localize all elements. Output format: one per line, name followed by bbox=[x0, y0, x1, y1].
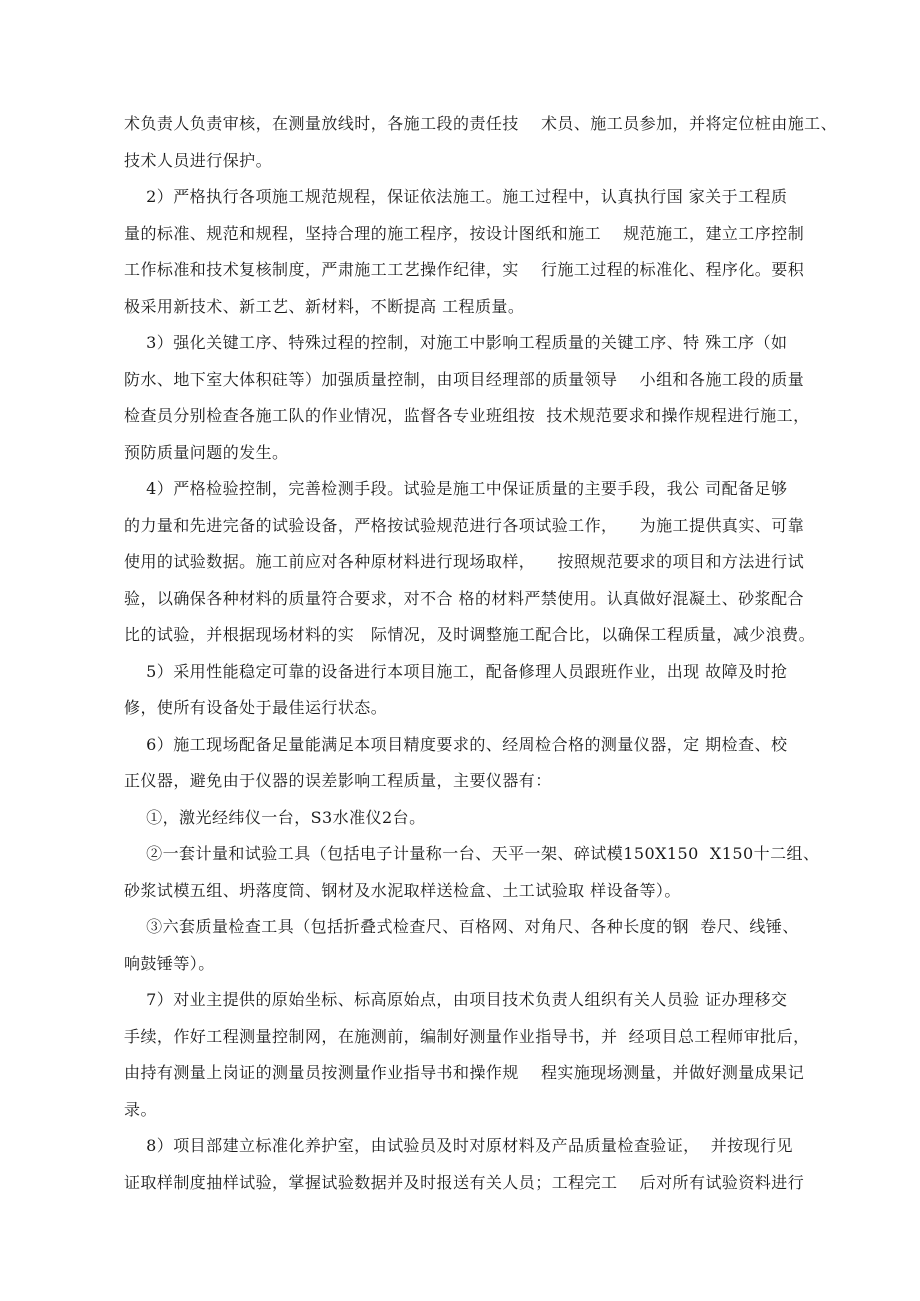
text-line: 手续，作好工程测量控制网，在施测前，编制好测量作业指导书，并 经项目总工程师审批后， bbox=[124, 1026, 810, 1046]
text-line: 2）严格执行各项施工规范规程，保证依法施工。施工过程中，认真执行国 家关于工程质 bbox=[124, 187, 788, 206]
text-line: 量的标准、规范和规程，坚持合理的施工程序，按设计图纸和施工 规范施工，建立工序控制 bbox=[124, 223, 805, 243]
text-line: 修，使所有设备处于最佳运行状态。 bbox=[124, 698, 388, 717]
text-line: 的力量和先进完备的试验设备，严格按试验规范进行各项试验工作， 为施工提供真实、可靠 bbox=[124, 515, 805, 535]
text-line: 极采用新技术、新工艺、新材料，不断提高 工程质量。 bbox=[124, 296, 525, 316]
text-line: 由持有测量上岗证的测量员按测量作业指导书和操作规 程实施现场测量，并做好测量成果记 bbox=[124, 1063, 805, 1082]
text-line: 比的试验，并根据现场材料的实 际情况，及时调整施工配合比，以确保工程质量，减少浪费。 bbox=[124, 625, 816, 644]
paragraph-1 bbox=[124, 106, 838, 179]
text-line: 响鼓锤等）。 bbox=[124, 953, 215, 973]
paragraph-7 bbox=[124, 982, 830, 1128]
text-line: 4）严格检验控制，完善检测手段。试验是施工中保证质量的主要手段，我公 司配备足够 bbox=[124, 479, 788, 498]
paragraph-5 bbox=[124, 654, 830, 727]
text-line: 证取样制度抽样试验，掌握试验数据并及时报送有关人员；工程完工 后对所有试验资料进行 bbox=[124, 1172, 805, 1192]
text-line: 预防质量问题的发生。 bbox=[124, 442, 289, 462]
paragraph-2 bbox=[124, 179, 830, 325]
text-line: 3）强化关键工序、特殊过程的控制，对施工中影响工程质量的关键工序、特 殊工序（如 bbox=[124, 333, 788, 352]
text-line: 砂浆试模五组、坍落度筒、钢材及水泥取样送检盒、土工试验取 样设备等）。 bbox=[124, 880, 681, 900]
paragraph-3 bbox=[124, 325, 830, 471]
paragraph-6 bbox=[124, 727, 830, 800]
list-item-2 bbox=[124, 836, 830, 909]
list-item-1 bbox=[124, 800, 830, 837]
text-line: ③六套质量检查工具（包括折叠式检查尺、百格网、对角尺、各种长度的钢 卷尺、线锤、 bbox=[124, 917, 799, 936]
paragraph-4 bbox=[124, 471, 830, 654]
text-line: 验，以确保各种材料的质量符合要求，对不合 格的材料严禁使用。认真做好混凝土、砂浆配合 bbox=[124, 588, 804, 608]
text-line: ②一套计量和试验工具（包括电子计量称一台、天平一架、碎试模150X150 X150十二组、 bbox=[124, 844, 820, 863]
text-line: 6）施工现场配备足量能满足本项目精度要求的、经周检合格的测量仪器，定 期检查、校 bbox=[124, 734, 788, 754]
text-line: 5）采用性能稳定可靠的设备进行本项目施工，配备修理人员跟班作业，出现 故障及时抢 bbox=[124, 661, 788, 681]
text-line: 检查员分别检查各施工队的作业情况，监督各专业班组按 技术规范要求和操作规程进行施工， bbox=[124, 406, 810, 425]
text-line: 工作标准和技术复核制度，严肃施工工艺操作纪律，实 行施工过程的标准化、程序化。要积 bbox=[124, 260, 805, 279]
paragraph-8 bbox=[124, 1128, 830, 1201]
text-line: 使用的试验数据。施工前应对各种原材料进行现场取样， 按照规范要求的项目和方法进行试 bbox=[124, 552, 805, 571]
text-line: 防水、地下室大体积砫等）加强质量控制，由项目经理部的质量领导 小组和各施工段的质量 bbox=[124, 369, 805, 389]
text-line: 8）项目部建立标准化养护室，由试验员及时对原材料及产品质量检查验证， 并按现行见 bbox=[124, 1136, 793, 1155]
list-item-3 bbox=[124, 909, 830, 982]
text-line: ①，激光经纬仪一台，S3水准仪2台。 bbox=[124, 807, 426, 827]
text-line: 7）对业主提供的原始坐标、标高原始点，由项目技术负责人组织有关人员验 证办理移交 bbox=[124, 990, 788, 1009]
text-line: 技术人员进行保护。 bbox=[124, 150, 273, 170]
text-line: 术负责人负责审核，在测量放线时，各施工段的责任技 术员、施工员参加，并将定位桩由施工、 bbox=[124, 114, 838, 133]
text-line: 录。 bbox=[124, 1099, 157, 1119]
text-line: 正仪器，避免由于仪器的误差影响工程质量，主要仪器有： bbox=[124, 771, 552, 790]
